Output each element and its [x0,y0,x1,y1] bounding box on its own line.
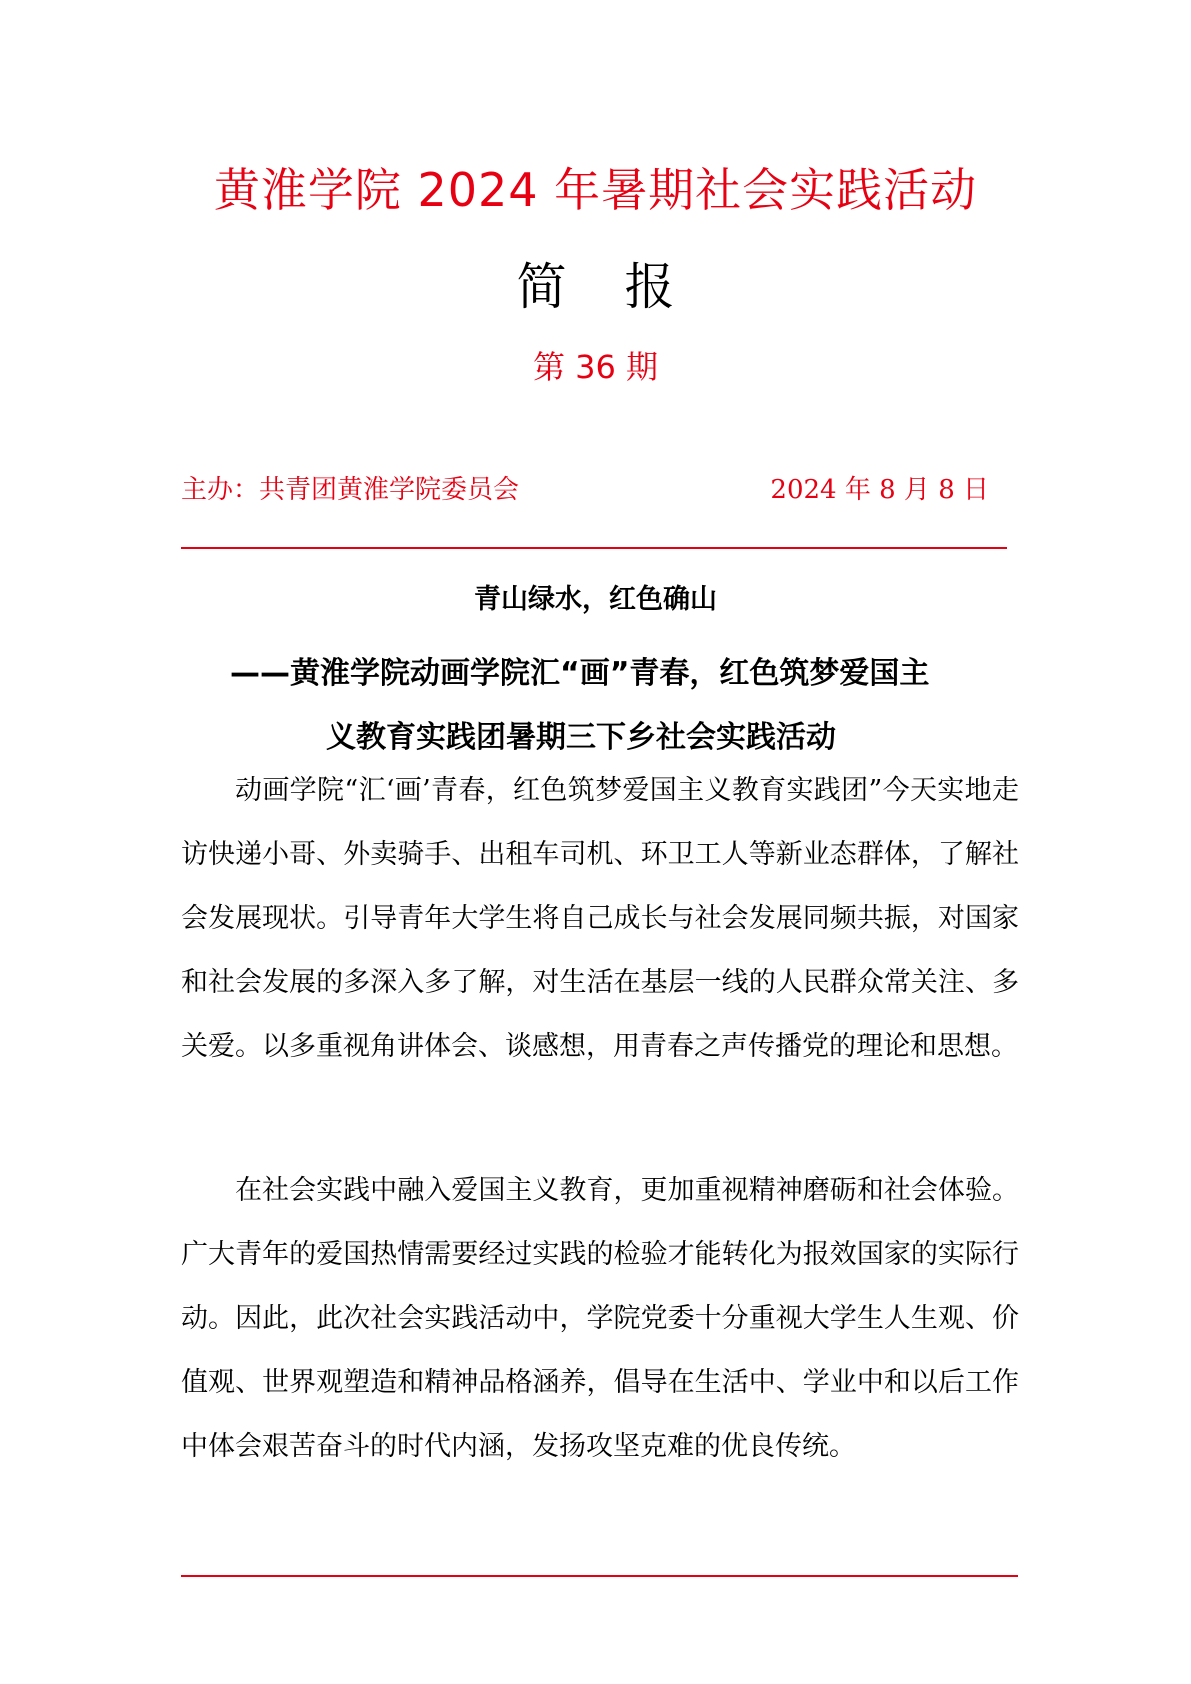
masthead-subtitle-char-1: 简 [516,258,567,316]
article-title: 青山绿水，红色确山 [474,584,717,615]
issue-number: 第 36 期 [532,348,659,386]
masthead-subtitle [0,255,1191,319]
paragraph-text: 在社会实践中融入爱国主义教育，更加重视精神磨砺和社会体验。广大青年的爱国热情需要经过实践的检验才能转化为报效国家的实际行动。因此，此次社会实践活动中，学院党委十分重视大学生人生观、价值观、世界观塑造和精神品格涵养，倡导在生活中、学业中和以后工作中体会艰苦奋斗的时代内涵，发扬攻坚克难的优良传统。 [181,1175,1019,1462]
article-subtitle-line-1: ——黄淮学院动画学院汇“画”青春，红色筑梦爱国主 [230,656,930,691]
article-subtitle-line-2: 义教育实践团暑期三下乡社会实践活动 [326,720,836,755]
article-paragraph-2 [181,1159,1019,1479]
header-divider [181,547,1007,549]
article-subtitle [230,642,1020,770]
masthead-subtitle-char-2: 报 [624,258,675,316]
footer-divider [181,1575,1018,1577]
article-paragraph-1 [181,759,1019,1079]
sponsor-text: 主办：共青团黄淮学院委员会 [181,475,520,505]
paragraph-text: 动画学院“汇‘画’青春，红色筑梦爱国主义教育实践团”今天实地走访快递小哥、外卖骑手、出租车司机、环卫工人等新业态群体，了解社会发展现状。引导青年大学生将自己成长与社会发展同频共振，对国家和社会发展的多深入多了解，对生活在基层一线的人民群众常关注、多关爱。以多重视角讲体会、谈感想，用青春之声传播党的理论和思想。 [181,775,1019,1062]
issue-date: 2024 年 8 月 8 日 [770,475,989,505]
masthead-title: 黄淮学院 2024 年暑期社会实践活动 [213,163,978,217]
